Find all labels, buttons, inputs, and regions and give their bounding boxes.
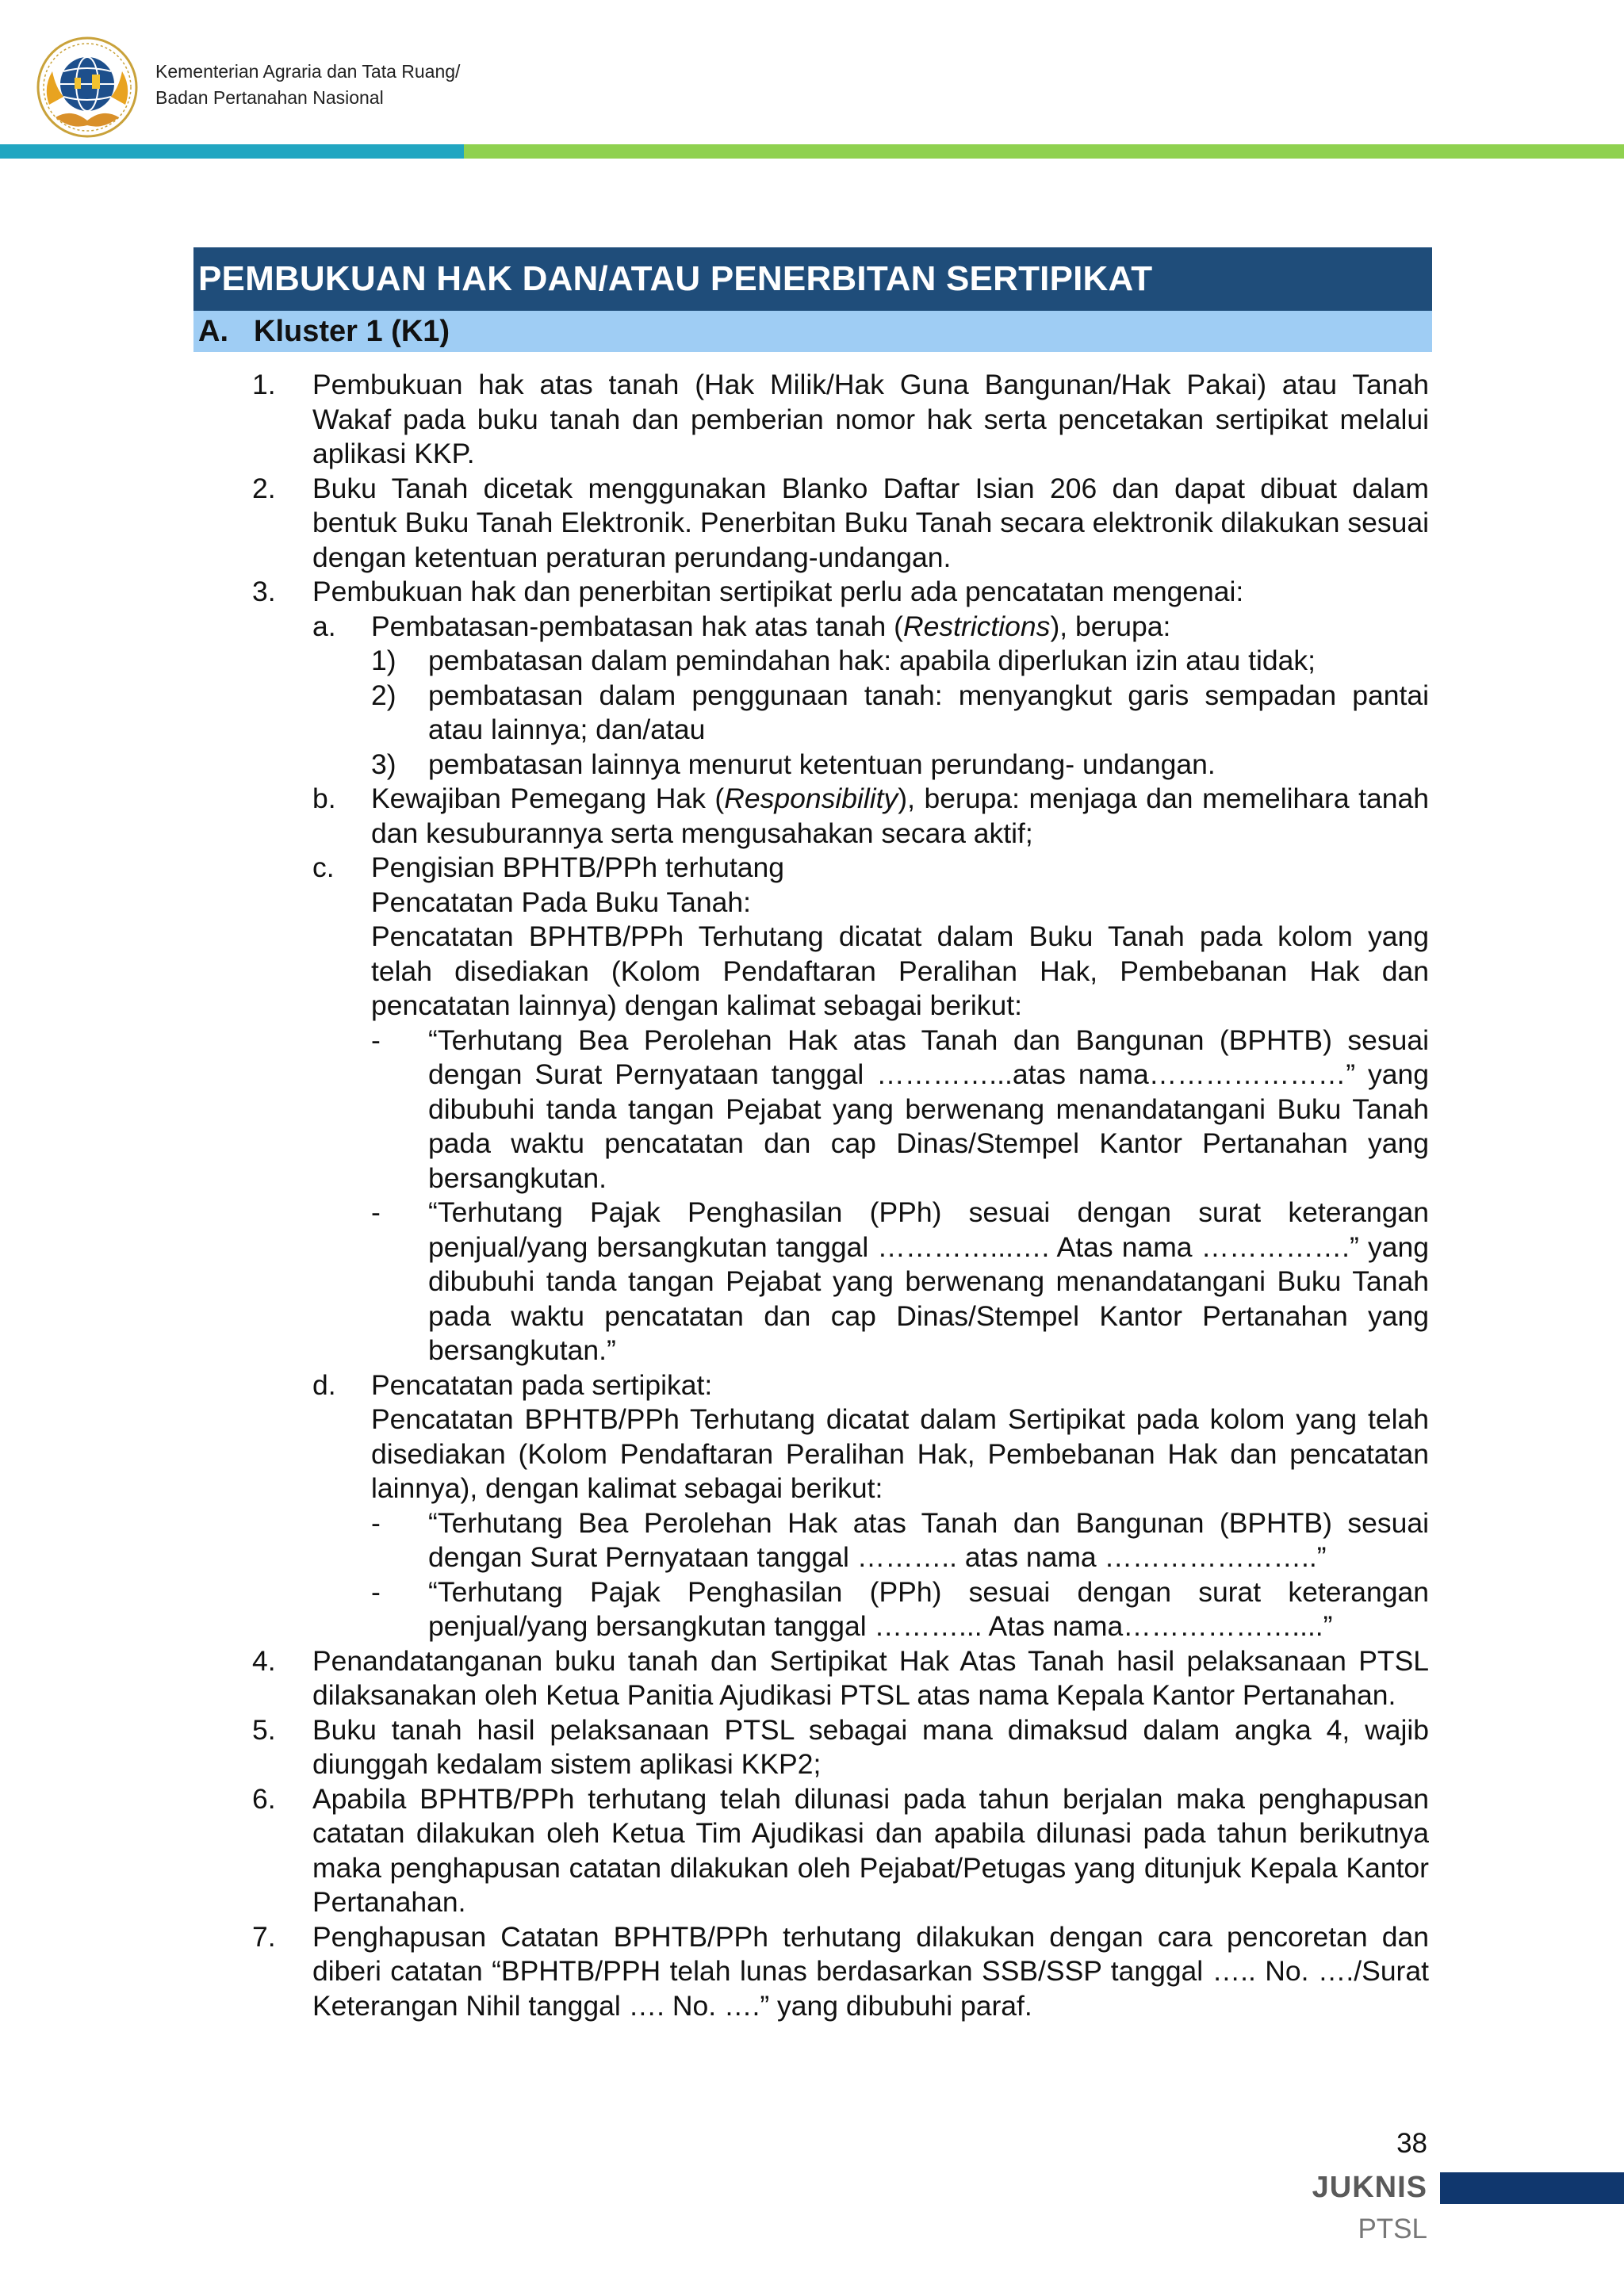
section-label: A. xyxy=(198,315,228,348)
dash-item xyxy=(252,1196,1429,1368)
org-line-2: Badan Pertanahan Nasional xyxy=(155,87,384,108)
item-text: Buku Tanah dicetak menggunakan Blanko Daftar Isian 206 dan dapat dibuat dalam bentuk Buku Tanah Elektronik. Penerbitan Buku Tanah secara elektronik dilakukan sesuai dengan ketentuan peraturan perundang-undangan. xyxy=(312,472,1429,573)
dash-item-text: “Terhutang Bea Perolehan Hak atas Tanah dan Bangunan (BPHTB) sesuai dengan Surat Pernyataan tanggal ……….. atas nama …………………..” xyxy=(428,1506,1429,1573)
dash-item xyxy=(252,1506,1429,1575)
sub-item-label: a. xyxy=(312,610,336,642)
section-heading xyxy=(193,311,1432,352)
sub-sub-item-number: 3) xyxy=(371,748,396,780)
sub-item xyxy=(252,1368,1429,1506)
document-body xyxy=(252,368,1429,2023)
footer-accent-bar xyxy=(1440,2172,1624,2204)
dash-bullet: - xyxy=(371,1196,381,1228)
sub-sub-item-text: pembatasan dalam penggunaan tanah: menyangkut garis sempadan pantai atau lainnya; dan/atau xyxy=(428,679,1429,745)
page-number: 38 xyxy=(1396,2128,1427,2159)
sub-item-paragraph: Pencatatan BPHTB/PPh Terhutang dicatat dalam Sertipikat pada kolom yang telah disediakan (Kolom Pendaftaran Peralihan Hak, Pembebanan Hak dan pencatatan lainnya), dengan kalimat sebagai berikut: xyxy=(371,1403,1429,1504)
list-item xyxy=(252,1713,1429,1782)
emphasis-text: Responsibility xyxy=(724,783,898,814)
item-number: 6. xyxy=(252,1782,276,1815)
sub-sub-item-text: pembatasan dalam pemindahan hak: apabila diperlukan izin atau tidak; xyxy=(428,645,1316,676)
item-number: 5. xyxy=(252,1713,276,1746)
sub-item-text: Pencatatan Pada Buku Tanah: xyxy=(371,886,751,918)
item-number: 1. xyxy=(252,369,276,400)
item-text: Apabila BPHTB/PPh terhutang telah dilunasi pada tahun berjalan maka penghapusan catatan dilakukan oleh Ketua Tim Ajudikasi dan apabila dilunasi pada tahun berikutnya maka penghapusan catatan dilakukan oleh Pejabat/Petugas yang ditunjuk Kepala Kantor Pertanahan. xyxy=(312,1782,1429,1918)
list-item xyxy=(252,1920,1429,2024)
dash-item-text: “Terhutang Bea Perolehan Hak atas Tanah dan Bangunan (BPHTB) sesuai dengan Surat Pernyataan tanggal …………...atas nama…………………” yang dibubuhi tanda tangan Pejabat yang berwenang menandatangani Buku Tanah pada waktu pencatatan dan cap Dinas/Stempel Kantor Pertanahan yang bersangkutan. xyxy=(428,1024,1429,1194)
header-bar-right xyxy=(464,144,1624,159)
dash-item xyxy=(252,1575,1429,1644)
header-bar-left xyxy=(0,144,464,159)
sub-item-label: b. xyxy=(312,783,336,814)
list-item xyxy=(252,1644,1429,1713)
item-text: Penghapusan Catatan BPHTB/PPh terhutang dilakukan dengan cara pencoretan dan diberi catatan “BPHTB/PPH telah lunas berdasarkan SSB/SSP tanggal ….. No. …./Surat Keterangan Nihil tanggal …. No. ….” yang dibubuhi paraf. xyxy=(312,1920,1429,2022)
sub-sub-item-text: pembatasan lainnya menurut ketentuan perundang- undangan. xyxy=(428,748,1216,780)
sub-item-label: c. xyxy=(312,851,335,883)
emphasis-text: Restrictions xyxy=(902,610,1051,642)
page-title: PEMBUKUAN HAK DAN/ATAU PENERBITAN SERTIPIKAT xyxy=(193,247,1432,311)
item-text: Buku tanah hasil pelaksanaan PTSL sebagai mana dimaksud dalam angka 4, wajib diunggah kedalam sistem aplikasi KKP2; xyxy=(312,1713,1429,1780)
sub-sub-item xyxy=(252,644,1429,679)
sub-item xyxy=(252,610,1429,645)
sub-sub-item xyxy=(252,748,1429,783)
atr-bpn-logo-icon xyxy=(32,32,143,143)
sub-item-text: Pencatatan pada sertipikat: xyxy=(371,1368,713,1401)
text-run: ), berupa: xyxy=(1050,610,1171,642)
item-text: Pembukuan hak atas tanah (Hak Milik/Hak Guna Bangunan/Hak Pakai) atau Tanah Wakaf pada buku tanah dan pemberian nomor hak serta pencetakan sertipikat melalui aplikasi KKP. xyxy=(312,369,1429,469)
sub-sub-item-number: 1) xyxy=(371,645,396,676)
list-item xyxy=(252,1782,1429,1920)
sub-item xyxy=(252,782,1429,851)
organization-name xyxy=(155,59,460,111)
section-text: Kluster 1 (K1) xyxy=(254,315,450,348)
sub-item-text xyxy=(371,782,1429,851)
item-number: 4. xyxy=(252,1644,276,1677)
sub-item-text xyxy=(371,610,1429,645)
sub-sub-item xyxy=(252,679,1429,748)
sub-sub-item-number: 2) xyxy=(371,679,396,711)
dash-item-text: “Terhutang Pajak Penghasilan (PPh) sesuai dengan surat keterangan penjual/yang bersangkutan tanggal ………... Atas nama………………....” xyxy=(428,1575,1429,1642)
sub-item xyxy=(252,851,1429,1024)
item-text: Pembukuan hak dan penerbitan sertipikat perlu ada pencatatan mengenai: xyxy=(312,576,1244,607)
dash-item xyxy=(252,1024,1429,1196)
text-run: Kewajiban Pemegang Hak ( xyxy=(371,783,725,814)
item-text: Penandatanganan buku tanah dan Sertipikat Hak Atas Tanah hasil pelaksanaan PTSL dilaksanakan oleh Ketua Panitia Ajudikasi PTSL atas nama Kepala Kantor Pertanahan. xyxy=(312,1644,1429,1711)
sub-item-text: Pengisian BPHTB/PPh terhutang xyxy=(371,851,784,883)
dash-item-text: “Terhutang Pajak Penghasilan (PPh) sesuai dengan surat keterangan penjual/yang bersangkutan tanggal …………...…. Atas nama …………….” yang dibubuhi tanda tangan Pejabat yang berwenang menandatangani Buku Tanah pada waktu pencatatan dan cap Dinas/Stempel Kantor Pertanahan yang bersangkutan.” xyxy=(428,1196,1429,1366)
sub-item-paragraph: Pencatatan BPHTB/PPh Terhutang dicatat dalam Buku Tanah pada kolom yang telah disediakan (Kolom Pendaftaran Peralihan Hak, Pembebanan Hak dan pencatatan lainnya) dengan kalimat sebagai berikut: xyxy=(371,920,1429,1021)
item-number: 3. xyxy=(252,576,276,607)
footer-juknis-label: JUKNIS xyxy=(1312,2171,1427,2204)
text-run: ), berupa: menjaga dan memelihara tanah dan kesuburannya serta mengusahakan secara aktif; xyxy=(371,783,1429,849)
item-number: 7. xyxy=(252,1920,276,1953)
item-number: 2. xyxy=(252,472,276,504)
list-item xyxy=(252,472,1429,576)
footer-ptsl-label: PTSL xyxy=(1358,2214,1427,2244)
list-item xyxy=(252,368,1429,472)
page-header xyxy=(0,0,1624,159)
list-item xyxy=(252,575,1429,610)
dash-bullet: - xyxy=(371,1506,381,1539)
org-line-1: Kementerian Agraria dan Tata Ruang/ xyxy=(155,61,461,82)
sub-item-label: d. xyxy=(312,1368,336,1401)
dash-bullet: - xyxy=(371,1024,381,1056)
text-run: Pembatasan-pembatasan hak atas tanah ( xyxy=(371,610,903,642)
dash-bullet: - xyxy=(371,1575,381,1608)
